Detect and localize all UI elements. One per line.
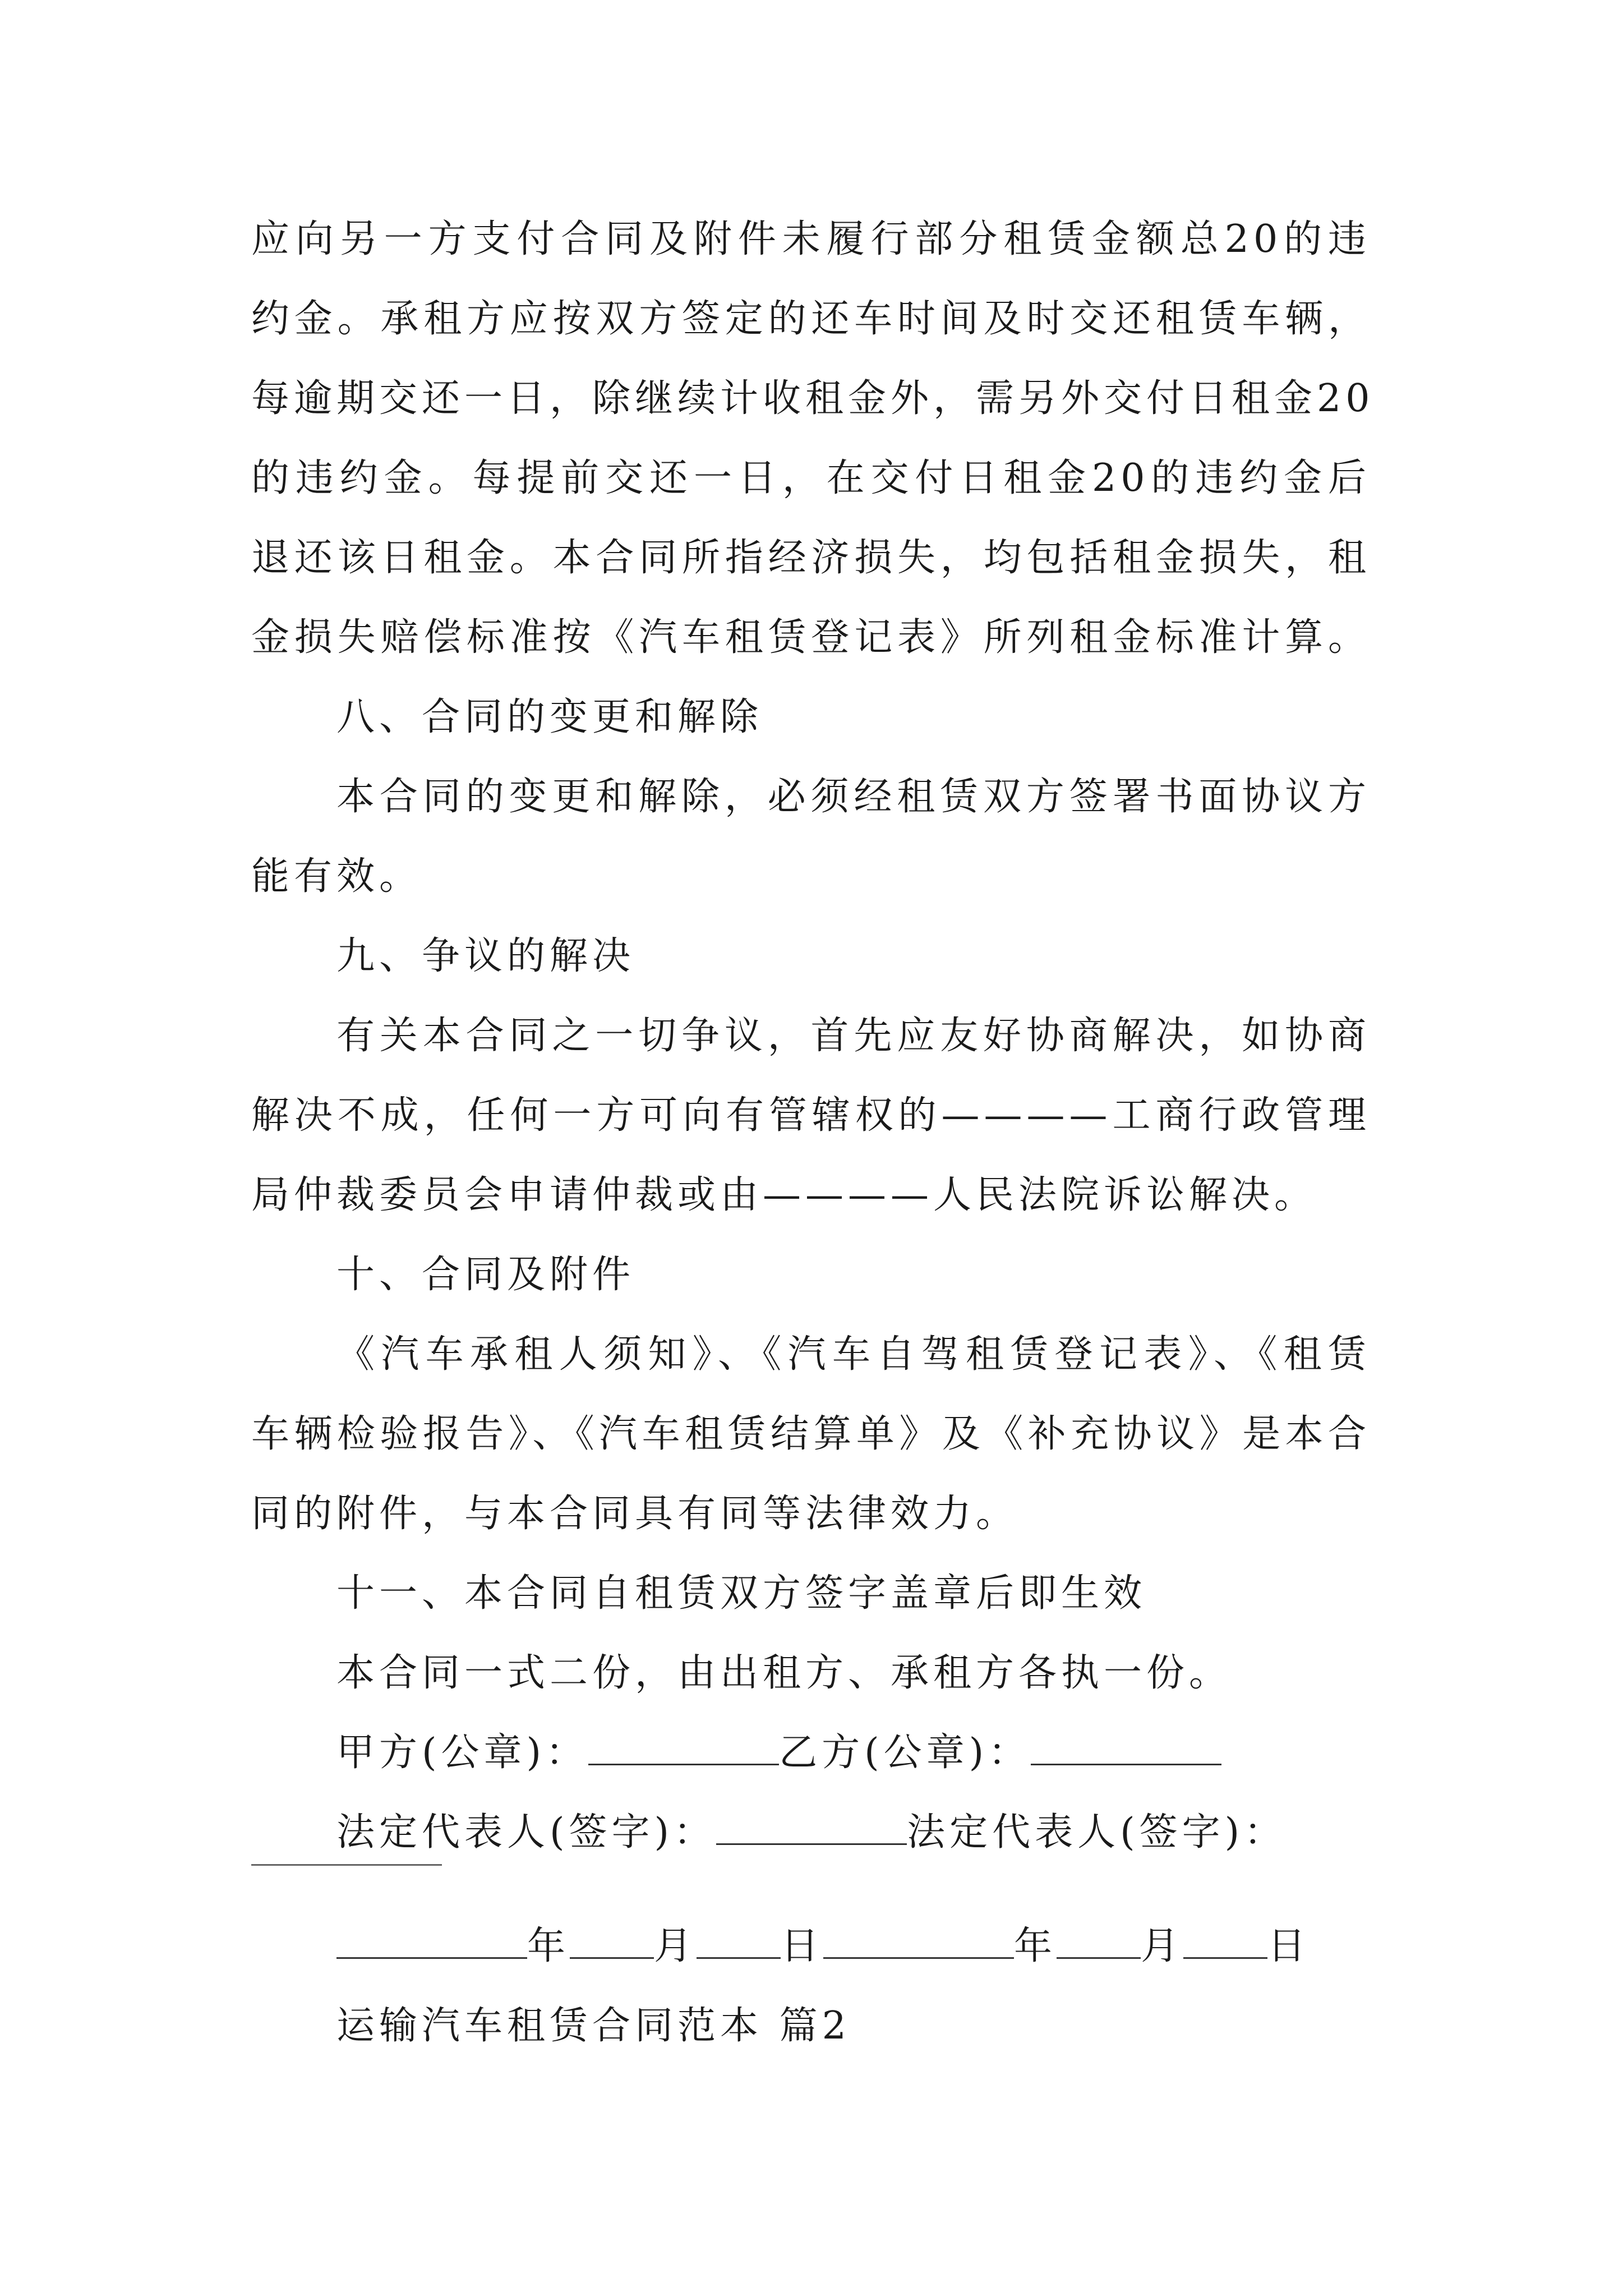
section-heading: 九、争议的解决 xyxy=(336,934,635,978)
day-label: 日 xyxy=(781,1924,824,1968)
body-line: 同的附件，与本合同具有同等法律效力。 xyxy=(251,1492,1019,1536)
body-line: 的违约金。每提前交还一日，在交付日租金20的违约金后 xyxy=(251,456,1371,500)
year-blank xyxy=(336,1924,527,1959)
year-blank xyxy=(823,1924,1014,1959)
party-a-blank xyxy=(588,1730,779,1765)
day-blank xyxy=(1183,1924,1267,1959)
month-label: 月 xyxy=(1141,1924,1184,1968)
section-heading: 十、合同及附件 xyxy=(336,1253,635,1297)
body-line: 约金。承租方应按双方签定的还车时间及时交还租赁车辆， xyxy=(251,297,1371,341)
day-blank xyxy=(697,1924,781,1959)
body-line: 局仲裁委员会申请仲裁或由————人民法院诉讼解决。 xyxy=(251,1173,1317,1217)
party-b-label: 乙方(公章)： xyxy=(779,1731,1031,1775)
body-line: 《汽车承租人须知》、《汽车自驾租赁登记表》、《租赁 xyxy=(336,1332,1371,1377)
month-blank xyxy=(1057,1924,1141,1959)
day-label: 日 xyxy=(1267,1924,1311,1968)
section-heading: 十一、本合同自租赁双方签字盖章后即生效 xyxy=(336,1571,1147,1616)
body-line: 能有效。 xyxy=(251,854,422,899)
party-a-label: 甲方(公章)： xyxy=(336,1731,589,1775)
body-line: 有关本合同之一切争议，首先应友好协商解决，如协商 xyxy=(336,1014,1371,1058)
next-section-title: 运输汽车租赁合同范本 篇2 xyxy=(336,2004,851,2048)
body-line: 车辆检验报告》、《汽车租赁结算单》及《补充协议》是本合 xyxy=(251,1412,1371,1456)
section-heading: 八、合同的变更和解除 xyxy=(336,695,763,739)
body-line: 本合同的变更和解除，必须经租赁双方签署书面协议方 xyxy=(336,775,1371,819)
body-line: 退还该日租金。本合同所指经济损失，均包括租金损失，租 xyxy=(251,536,1371,580)
signature-row-rep xyxy=(336,1807,1287,1858)
month-label: 月 xyxy=(654,1924,697,1968)
body-line: 本合同一式二份，由出租方、承租方各执一份。 xyxy=(336,1651,1232,1695)
year-label: 年 xyxy=(527,1924,570,1968)
body-line: 应向另一方支付合同及附件未履行部分租赁金额总20的违 xyxy=(251,217,1371,261)
year-label: 年 xyxy=(1014,1924,1057,1968)
month-blank xyxy=(570,1924,654,1959)
rep-a-blank xyxy=(716,1810,907,1845)
rep-b-blank xyxy=(251,1864,442,1866)
rep-b-label: 法定代表人(签字)： xyxy=(907,1810,1287,1855)
party-b-blank xyxy=(1031,1730,1221,1765)
rep-a-label: 法定代表人(签字)： xyxy=(336,1810,717,1855)
body-line: 金损失赔偿标准按《汽车租赁登记表》所列租金标准计算。 xyxy=(251,615,1371,660)
body-line: 解决不成，任何一方可向有管辖权的————工商行政管理 xyxy=(251,1093,1371,1138)
date-row xyxy=(336,1921,1310,1972)
body-line: 每逾期交还一日，除继续计收租金外，需另外交付日租金20 xyxy=(251,376,1375,421)
signature-row-seal xyxy=(336,1728,1221,1778)
